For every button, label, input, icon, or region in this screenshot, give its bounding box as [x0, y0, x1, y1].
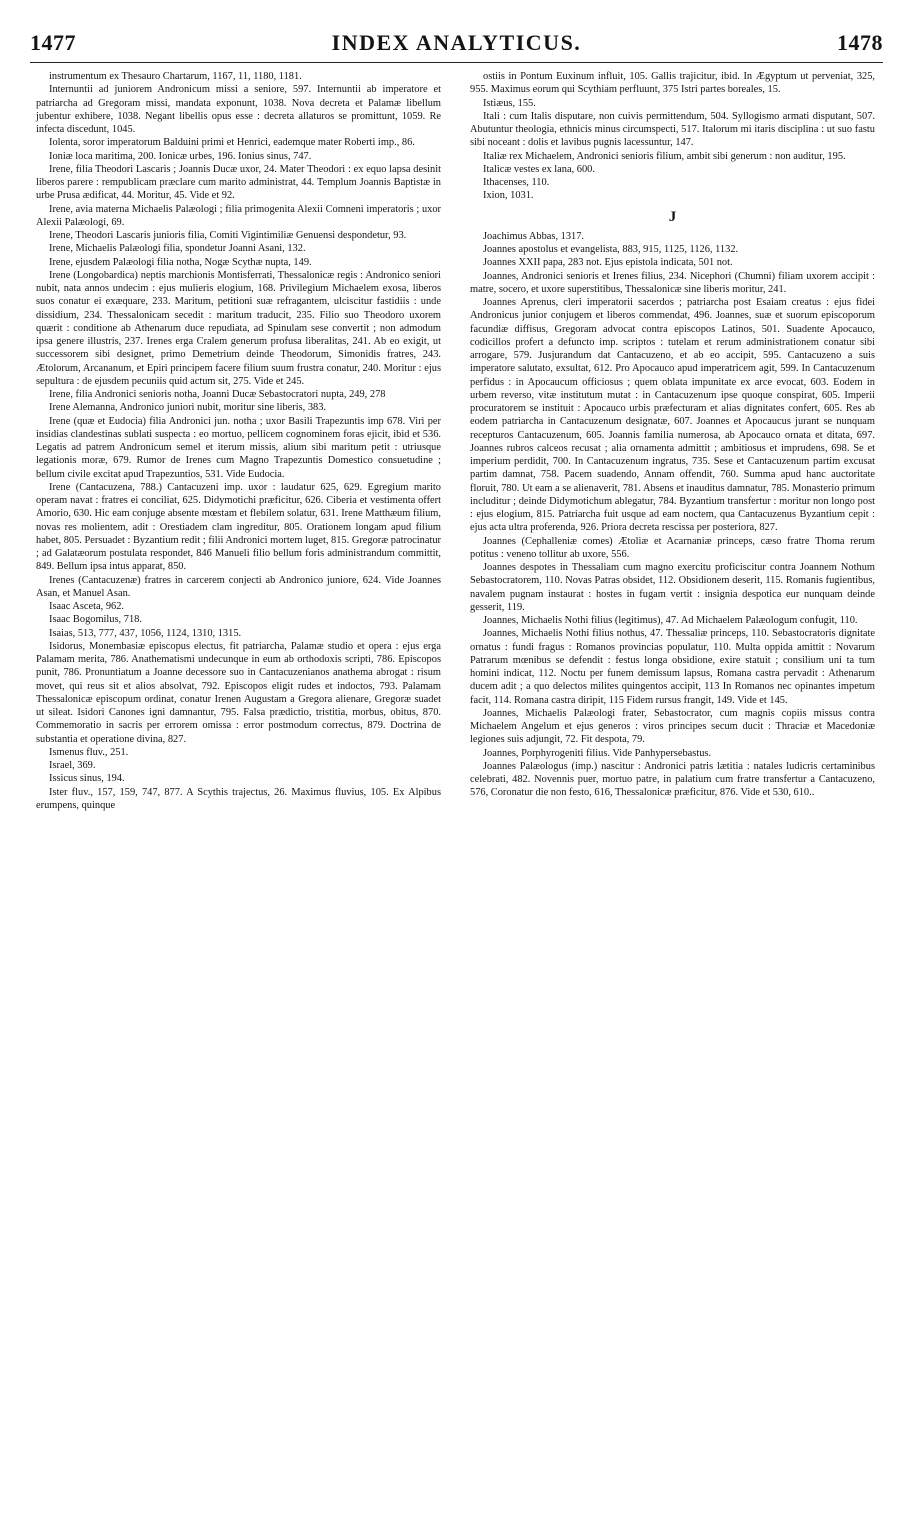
- index-entry: Ister fluv., 157, 159, 747, 877. A Scythis trajectus, 26. Maximus fluvius, 105. Ex Alpibus erumpens, quinque: [36, 786, 441, 811]
- index-entry: Joannes Aprenus, cleri imperatorii sacerdos ; patriarcha post Esaiam creatus : ejus fidei Andronicus junior conjugem et liberos commendat, 496. Joannes, suæ et suorum episcoporum facundiæ diffisus, Gregoram advocat contra episcopos Latinos, 501. Suadente Apocauco, codicillos profert a defuncto imp. scriptos : tutelam et rerum administrationem conatur sibi arrogare, 579. Jusjurandum dat Cantacuzeno, et ab eo accipit, 595. Cantacuzeno a suis imperatore salutato, exsultat, 612. Pro Apocauco apud imperatricem agit, 599. In Cantacuzenum perfidus : in Apocaucum officiosus ; quem oblata impunitate ex arce evocat, 603. Eodem in urbem reverso, vitæ institutum mutat : in Cantacuzenum ipse quoque conspirat, 605. Imperii procuratorem se instituit : Apocauco urbis præfecturam et alias dignitates confert, 605. Res ab eodem patriarcha in Cantacuzenum designatæ, 607. Joannes et Apocaucus jurant se nunquam recepturos Cantacuzenum, 605. Joannis familia numerosa, ab Apocauco ornata et ditata, 697. Joannes rubros calceos recusat ; alia ornamenta admittit ; ambitiosus et imprudens, 698. Se et imperium perdidit, 700. In Cantacuzenum ingratus, 735. Sese et Cantacuzenum partim excusat partim damnat, 758. Pacem suadendo, Annam offendit, 760. Summa apud hanc auctoritate floruit, 780. Ut eam a se alienaverit, 781. Absens et inauditus damnatur, 785. Monasterio primum includitur ; deinde Didymotichum ablegatur, 784. Byzantium transfertur : moritur non longo post : ejus elogium, 815. Patriarcha fuit usque ad eam noctem, qua Cantacuzenus Byzantium cepit : ejus acta ultra proferenda, 926. Priora decreta rescissa per posteriora, 827.: [470, 297, 875, 534]
- index-entry: Israel, 369.: [49, 760, 96, 771]
- index-entry: Ismenus fluv., 251.: [49, 746, 129, 758]
- index-entry: Joannes despotes in Thessaliam cum magno exercitu proficiscitur contra Joannem Nothum Sebastocratorem, 110. Novas Patras obsidet, 112. Obsidionem deserit, 115. Romanis fugientibus, navalem pugnam instaurat : hostes in fugam vertit : insignia despotica eur nunquam deinde gesserit, 119.: [470, 562, 875, 613]
- index-entry: Iolenta, soror imperatorum Balduini primi et Henrici, eademque mater Roberti imp., 86.: [49, 137, 415, 149]
- running-title: INDEX ANALYTICUS.: [331, 30, 582, 55]
- index-entry: ostiis in Pontum Euxinum influit, 105. Gallis trajicitur, ibid. In Ægyptum ut perveniat, 325, 955. Maximus eorum qui Scythiam perfluunt, 375 Istri partes boreales, 15.: [470, 71, 875, 96]
- index-entry: Joannes (Cephalleniæ comes) Ætoliæ et Acarnaniæ princeps, cæso fratre Thoma rerum potitus : veneno tollitur ab uxore, 556.: [470, 535, 875, 560]
- left-column: [36, 70, 441, 812]
- index-entry: Joannes apostolus et evangelista, 883, 915, 1125, 1126, 1132.: [483, 244, 739, 255]
- index-entry: Irene, Michaelis Palæologi filia, spondetur Joanni Asani, 132.: [49, 243, 306, 255]
- index-entry: Irenes (Cantacuzenæ) fratres in carcerem conjecti ab Andronico juniore, 624. Vide Joannes Asan, et Manuel Asan.: [36, 574, 441, 599]
- index-entry: Joannes, Michaelis Palæologi frater, Sebastocrator, cum magnis copiis missus contra Michaelem Angelum et ejus generos : viros principes secum ducit : Thraciæ et Macedoniæ legiones suis adjungit, 72. Fit despota, 79.: [470, 707, 875, 746]
- index-entry: Joannes Palæologus (imp.) nascitur : Andronici patris lætitia : natales ludicris certaminibus celebrati, 482. Novennis puer, mortuo patre, in palatium cum fratre transfertur a Cantacuzeno, 576, Coronatur die non festo, 616, Thessalonicæ præficitur, 876. Vide et 530, 610..: [470, 760, 875, 799]
- index-entry: Irene (Cantacuzena, 788.) Cantacuzeni imp. uxor : laudatur 625, 629. Egregium marito operam navat : fratres ei conciliat, 625. Didymotichi præficitur, 626. Ciberia et vestimenta offert Amorio, 630. Hic eam conjuge absente mœstam et flebilem solatur, 631. Irene Matthæum filium, novas res molientem, adit : Orestiadem clam ingreditur, 805. Orationem longam apud filium habet, 805. Persuadet : Byzantium redit ; filii Andronici mortem luget, 815. Gregoræ patrocinatur ; ad Galatæorum postulata respondet, 846 Manueli filio bellum foris administrandum committit, 849. Bellum ipsa intus apparat, 850.: [36, 481, 441, 573]
- index-entry: Irene, ejusdem Palæologi filia notha, Nogæ Scythæ nupta, 149.: [49, 256, 312, 268]
- index-entry: Italiæ rex Michaelem, Andronici senioris filium, ambit sibi generum : non auditur, 195.: [483, 150, 846, 162]
- index-entry: Isidorus, Monembasiæ episcopus electus, fit patriarcha, Palamæ studio et opera : ejus erga Palamam merita, 786. Anathematismi undecunque in eum ab orthodoxis scripti, 786. Episcopos punit, 786. Pronuntiatum a Joanne decessore suo in Cantacuzenianos anathema abrogat : risum movet, qui reus sit et alios absolvat, 792. Episcopos eligit rudes et indoctos, 793. Palamam Thessalonicæ episcopum ordinat, conatur Irenen Augustam a Gregora alienare, Gregoræ suadet ut sileat. Isidori Canones igni damnantur, 795. Falsa prædictio, tristitia, morbus, obitus, 870. Commemoratio in sacris per errorem omissa : error postmodum correctus, 879. Doctrina de substantia et operatione divina, 827.: [36, 640, 441, 745]
- index-entry: Ithacenses, 110.: [483, 177, 550, 188]
- index-entry: Isaac Asceta, 962.: [49, 601, 125, 612]
- index-entry: Irene (quæ et Eudocia) filia Andronici jun. notha ; uxor Basili Trapezuntis imp 678. Viri per insidias clandestinas sublati suspecta : eo mortuo, pellicem cognominem foras ejicit, ibid et 536. Legatis ad patrem Andronicum semel et iterum missis, alium sibi maritum petit : utriusque legationis moræ, 679. Rumor de Irenes cum Magno Trapezuntis Domestico consuetudine ; bellum civile excitat apud Trapezuntios, 531. Vide Eudocia.: [36, 415, 441, 480]
- index-entry: instrumentum ex Thesauro Chartarum, 1167, 11, 1180, 1181.: [49, 71, 302, 82]
- index-entry: Irene (Longobardica) neptis marchionis Montisferrati, Thessalonicæ regis : Andronico seniori nubit, nata annos undecim : ejus mulieris elogium, 168. Privilegium Michaelem exosa, liberos suos conatur ei exæquare, 233. Maritum, petitioni suæ refragantem, ulciscitur fastidiis : unde dissidium, 234. Thessalonicam secedit : maritum traducit, 235. Filio suo Theodoro uxorem quærit : conditione ab Athenarum duce repudiata, ad Spinulam sese convertit ; non admodum ipsa genere illustris, 237. Irenes erga Cralem generum profusa liberalitas, 241. Ab eo exigit, ut successorem sibi designet, primo Demetrium deinde Theodorum, Simonidis fratres, 243. Ætolorum, Arcananum, et Epiri principem facere filium suum frustra conatur, 240. Moritur : ejus sepultura : de ejusdem pecuniis quid actum sit, 275. Vide et 245.: [36, 269, 441, 387]
- index-entry: Isaac Bogomilus, 718.: [49, 614, 142, 626]
- index-entry: Ioniæ loca maritima, 200. Ionicæ urbes, 196. Ionius sinus, 747.: [49, 150, 312, 162]
- index-entry: Ixion, 1031.: [483, 190, 534, 202]
- index-entry: Isaias, 513, 777, 437, 1056, 1124, 1310, 1315.: [49, 627, 242, 639]
- right-column-j-entries: [470, 230, 875, 800]
- index-entry: Irene, filia Andronici senioris notha, Joanni Ducæ Sebastocratori nupta, 249, 278: [49, 389, 386, 400]
- page-header: [30, 30, 883, 64]
- section-letter-j: J: [668, 208, 677, 225]
- index-entry: Itali : cum Italis disputare, non cuivis permittendum, 504. Syllogismo armati disputant, 507. Abutuntur theologia, ethnicis minus circumspecti, 517. Italorum mi itaris disciplina : ut suo fastu sibi noceant : dolis et lavibus pugnis lacessuntur, 147.: [470, 110, 875, 149]
- index-entry: Joachimus Abbas, 1317.: [483, 230, 585, 242]
- index-entry: Irene Alemanna, Andronico juniori nubit, moritur sine liberis, 383.: [49, 402, 327, 414]
- index-entry: Joannes, Michaelis Nothi filius (legitimus), 47. Ad Michaelem Palæologum confugit, 110.: [483, 615, 858, 626]
- index-entry: Irene, Theodori Lascaris junioris filia, Comiti Vigintimiliæ Genuensi despondetur, 93.: [49, 230, 407, 241]
- header-rule: [30, 62, 883, 63]
- index-entry: Internuntii ad juniorem Andronicum missi a seniore, 597. Internuntii ab imperatore et patriarcha ad Gregoram missi, mandata exponunt, 1038. Nova decreta et Palamæ libellum jubentur exhibere, 1038. Negant libellis opus esse : decreta allaturos se promittunt, 1059. Re infecta discedunt, 1045.: [36, 84, 441, 135]
- index-entry: Issicus sinus, 194.: [49, 773, 125, 785]
- index-entry: Joannes, Michaelis Nothi filius nothus, 47. Thessaliæ princeps, 110. Sebastocratoris dignitate ornatus : fundi fragus : Romanos provincias populatur, 110. Multa oppida amittit : Novarum Patrarum mœnibus se defendit : festus longa obsidione, exire statuit ; consilium uni ta tum homini indicat, 112. Noctu per funem demissum lapsus, Romana castra pervadit : Athenarum ducem adit ; a quo delectos milites quingentos accipit, 113 In Romanos nec opinantes impetum facit, 114. Romana castra diripit, 115 Fidem rursus frangit, 149. Vide et 145.: [470, 628, 875, 706]
- index-entry: Istiæus, 155.: [483, 97, 536, 109]
- index-entry: Irene, filia Theodori Lascaris ; Joannis Ducæ uxor, 24. Mater Theodori : ex equo lapsa desinit liberos parere : rempublicam præclare cum marito administrat, 44. Templum Joannis Baptistæ in urbe Prusa ædificat, 44. Moritur, 45. Vide et 92.: [36, 163, 441, 202]
- index-entry: Irene, avia materna Michaelis Palæologi ; filia primogenita Alexii Comneni imperatoris ; uxor Alexii Palæologi, 69.: [36, 203, 441, 228]
- page-number-left: 1477: [30, 30, 76, 55]
- index-entry: Joannes XXII papa, 283 not. Ejus epistola indicata, 501 not.: [483, 257, 733, 269]
- index-entry: Italicæ vestes ex lana, 600.: [483, 163, 595, 175]
- right-column-i-entries: [470, 70, 875, 203]
- index-entry: Joannes, Andronici senioris et Irenes filius, 234. Nicephori (Chumni) filiam uxorem accipit : matre, socero, et uxore superstitibus, Thessalonicæ sine liberis moritur, 241.: [470, 270, 875, 295]
- index-entry: Joannes, Porphyrogeniti filius. Vide Panhypersebastus.: [483, 747, 712, 759]
- page-number-right: 1478: [837, 30, 883, 55]
- right-column: [470, 70, 875, 800]
